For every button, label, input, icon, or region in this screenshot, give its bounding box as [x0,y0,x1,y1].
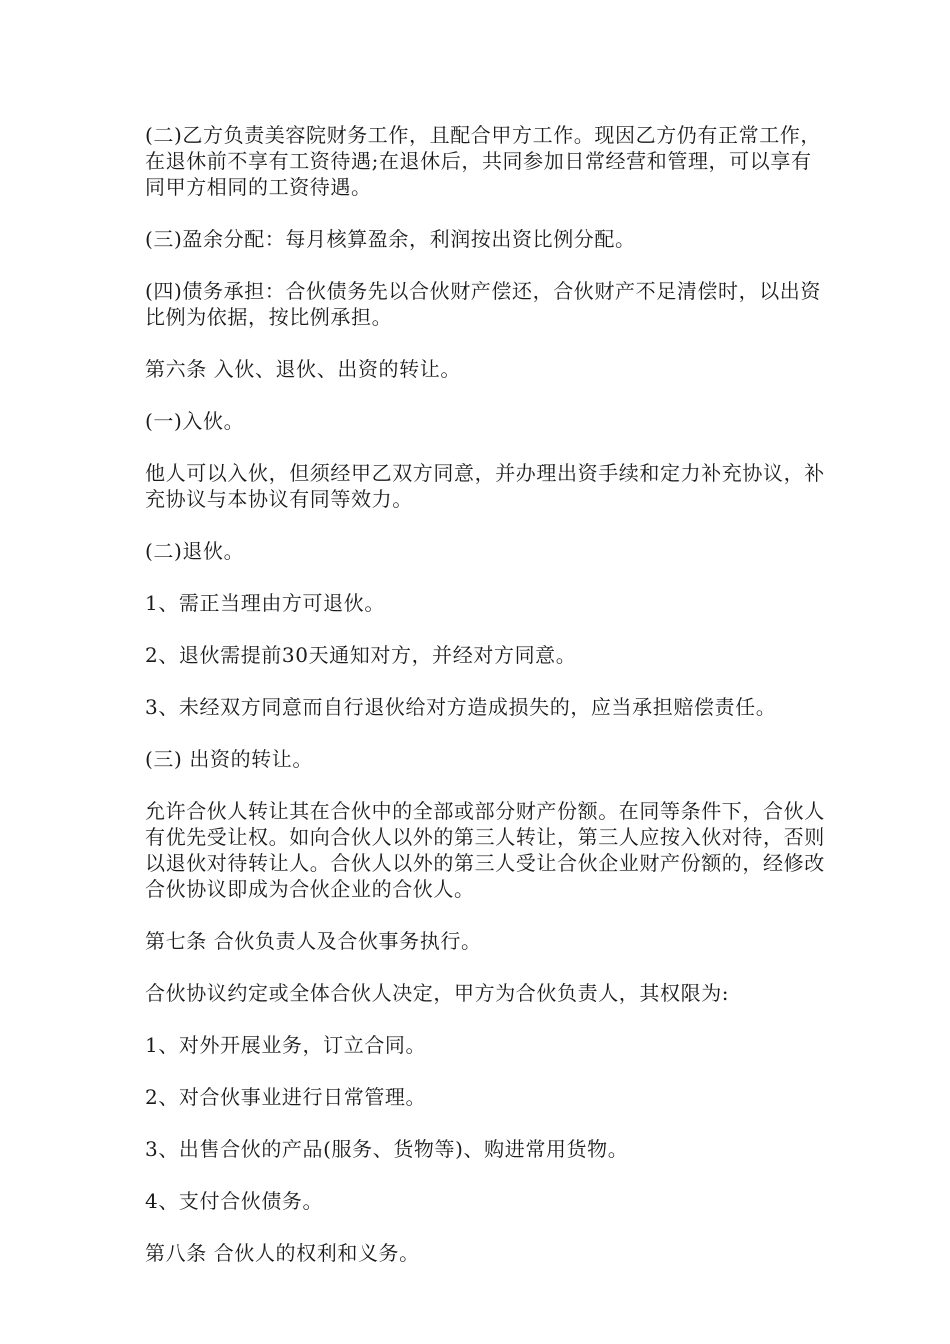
list-item-withdrawal-2: 2、退伙需提前30天通知对方，并经对方同意。 [145,643,577,667]
paragraph-joining-terms: 他人可以入伙，但须经甲乙双方同意，并办理出资手续和定力补充协议，补充协议与本协议有同等效力。 [145,461,825,511]
subsection-joining: (一)入伙。 [145,409,245,433]
list-item-authority-2: 2、对合伙事业进行日常管理。 [145,1085,427,1109]
article-6-heading: 第六条 入伙、退伙、出资的转让。 [145,357,461,381]
list-item-withdrawal-1: 1、需正当理由方可退伙。 [145,591,385,615]
list-item-authority-1: 1、对外开展业务，订立合同。 [145,1033,427,1057]
list-item-authority-4: 4、支付合伙债务。 [145,1189,324,1213]
paragraph-capital-transfer-terms: 允许合伙人转让其在合伙中的全部或部分财产份额。在同等条件下，合伙人有优先受让权。如向合伙人以外的第三人转让，第三人应按入伙对待，否则以退伙对待转让人。合伙人以外的第三人受让合伙企业财产份额的，经修改合伙协议即成为合伙企业的合伙人。 [145,799,825,901]
article-8-heading: 第八条 合伙人的权利和义务。 [145,1241,420,1265]
list-item-authority-3: 3、出售合伙的产品(服务、货物等)、购进常用货物。 [145,1137,629,1161]
document-body [145,122,825,1292]
paragraph-responsible-person: 合伙协议约定或全体合伙人决定，甲方为合伙负责人，其权限为: [145,981,730,1005]
paragraph-profit-distribution: (三)盈余分配：每月核算盈余，利润按出资比例分配。 [145,227,636,251]
subsection-capital-transfer: (三) 出资的转让。 [145,747,313,771]
paragraph-section-2-yi: (二)乙方负责美容院财务工作，且配合甲方工作。现因乙方仍有正常工作，在退休前不享有工资待遇;在退休后，共同参加日常经营和管理，可以享有同甲方相同的工资待遇。 [145,123,822,199]
subsection-withdrawal: (二)退伙。 [145,539,245,563]
list-item-withdrawal-3: 3、未经双方同意而自行退伙给对方造成损失的，应当承担赔偿责任。 [145,695,777,719]
article-7-heading: 第七条 合伙负责人及合伙事务执行。 [145,929,482,953]
paragraph-debt-bearing: (四)债务承担：合伙债务先以合伙财产偿还，合伙财产不足清偿时，以出资比例为依据，按比例承担。 [145,279,822,329]
